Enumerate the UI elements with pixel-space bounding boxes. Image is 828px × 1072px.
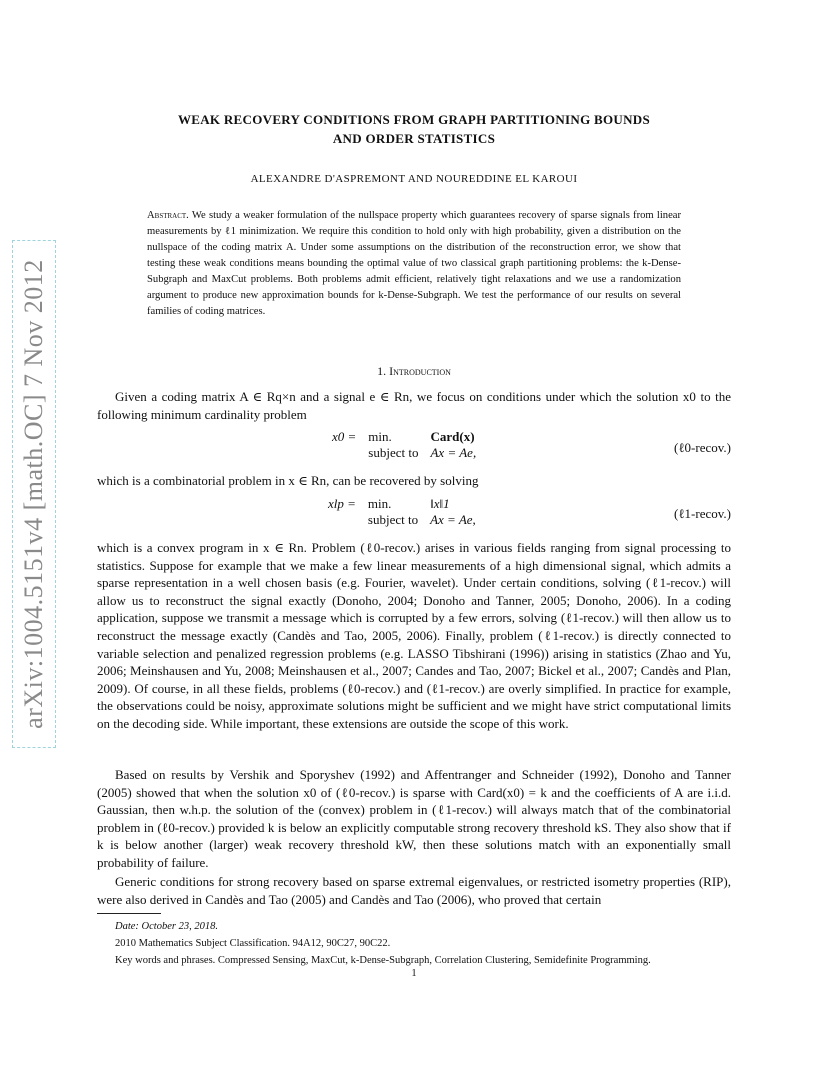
footnote-rule — [97, 913, 161, 914]
eq1-min: min. — [368, 429, 392, 444]
eq1-lhs: x0 = — [332, 429, 357, 444]
eq2-lhs: xlp = — [328, 496, 356, 511]
equation-l1 — [322, 496, 482, 528]
section-number: 1. — [377, 364, 387, 378]
paragraph-text: which is a convex program in x ∈ Rn. Problem (ℓ0-recov.) arises in various fields ranging from signal processing to statistics. Suppose for example that we make a few linear measurements of a high dimensional signal, which admits a sparse representation in a well chosen basis (e.g. Fourier, wavelet). Under certain conditions, solving (ℓ1-recov.) will allow us to reconstruct the signal exactly (Donoho, 2004; Donoho and Tanner, 2005; Donoho, 2006). In a coding application, suppose we transmit a message which is corrupted by a few errors, solving (ℓ1-recov.) will then allow us to reconstruct the message exactly (Candès and Tao, 2005, 2006). Finally, problem (ℓ1-recov.) is directly connected to variable selection and penalized regression problems (e.g. LASSO Tibshirani (1996)) arising in statistics (Zhao and Yu, 2006; Meinshausen and Yu, 2008; Meinshausen et al., 2007; Candes and Tao, 2007; Bickel et al., 2007; Candès and Plan, 2009). Of course, in all these fields, problems (ℓ0-recov.) and (ℓ1-recov.) are overly simplified. In practice for example, the observations could be noisy, approximate solutions might be sufficient and we might have strict computational limits on the decoding side. While important, these extensions are outside the scope of this work. — [97, 540, 731, 731]
paragraph-text: which is a combinatorial problem in x ∈ Rn, can be recovered by solving — [97, 473, 479, 488]
eq2-label: (ℓ1-recov.) — [674, 506, 731, 521]
footnote-date: Date: October 23, 2018. — [115, 921, 218, 932]
paragraph-text: Given a coding matrix A ∈ Rq×n and a signal e ∈ Rn, we focus on conditions under which the solution x0 to the following minimum cardinality problem — [97, 389, 731, 422]
page-number: 1 — [411, 968, 417, 979]
intro-paragraph-4 — [97, 766, 731, 872]
footnote-keywords: Key words and phrases. Compressed Sensing, MaxCut, k-Dense-Subgraph, Correlation Clustering, Semidefinite Programming. — [115, 955, 651, 966]
authors: ALEXANDRE D'ASPREMONT AND NOUREDDINE EL KAROUI — [250, 173, 578, 185]
eq2-objective: ‖x‖1 — [430, 496, 450, 511]
paragraph-text: Based on results by Vershik and Sporyshev (1992) and Affentranger and Schneider (1992), Donoho and Tanner (2005) showed that when the solution x0 of (ℓ0-recov.) is sparse with Card(x0) = k and the coefficients of A are i.i.d. Gaussian, then w.h.p. the solution of the (convex) problem in (ℓ1-recov.) will always match that of the combinatorial problem in (ℓ0-recov.) provided k is below an explicitly computable strong recovery threshold kS. They also show that if k is below another (larger) weak recovery threshold kW, then these solutions match with an exponentially small probability of failure. — [97, 767, 731, 870]
intro-paragraph-3 — [97, 539, 731, 733]
paragraph-text: Generic conditions for strong recovery based on sparse extremal eigenvalues, or restricted isometry properties (RIP), were also derived in Candès and Tao (2005) and Candès and Tao (2006), who proved that certain — [97, 874, 731, 907]
footnote-msc: 2010 Mathematics Subject Classification. 94A12, 90C27, 90C22. — [115, 938, 391, 949]
paper-title — [96, 110, 732, 148]
section-title: Introduction — [389, 364, 451, 378]
eq2-min: min. — [367, 496, 392, 511]
section-heading — [96, 364, 732, 379]
footnotes — [115, 918, 735, 969]
eq2-constraint: Ax = Ae, — [430, 512, 476, 527]
eq2-subject-to: subject to — [367, 512, 419, 527]
equation-l0 — [326, 429, 482, 461]
abstract-label: Abstract. — [147, 210, 189, 221]
eq1-objective: Card(x) — [430, 429, 475, 444]
eq1-label: (ℓ0-recov.) — [674, 440, 731, 455]
abstract — [147, 208, 681, 320]
eq1-constraint: Ax = Ae, — [430, 445, 477, 460]
arxiv-watermark — [12, 240, 56, 748]
title-line-1: WEAK RECOVERY CONDITIONS FROM GRAPH PARTITIONING BOUNDS — [177, 112, 651, 127]
arxiv-id: arXiv:1004.5151v4 [math.OC] 7 Nov 2012 — [19, 259, 48, 729]
intro-paragraph-1 — [97, 388, 731, 423]
eq1-subject-to: subject to — [368, 445, 419, 460]
title-line-2: AND ORDER STATISTICS — [332, 131, 496, 146]
abstract-text: We study a weaker formulation of the nullspace property which guarantees recovery of sparse signals from linear measurements by ℓ1 minimization. We require this condition to hold only with high probability, given a distribution on the nullspace of the coding matrix A. Under some assumptions on the distribution of the reconstruction error, we show that testing these weak conditions means bounding the optimal value of two classical graph partitioning problems: the k-Dense-Subgraph and MaxCut problems. Both problems admit efficient, relatively tight relaxations and we use a randomization argument to produce new approximation bounds for k-Dense-Subgraph. We test the performance of our results on several families of coding matrices. — [147, 210, 681, 317]
intro-paragraph-2 — [97, 472, 731, 490]
intro-paragraph-5 — [97, 873, 731, 908]
